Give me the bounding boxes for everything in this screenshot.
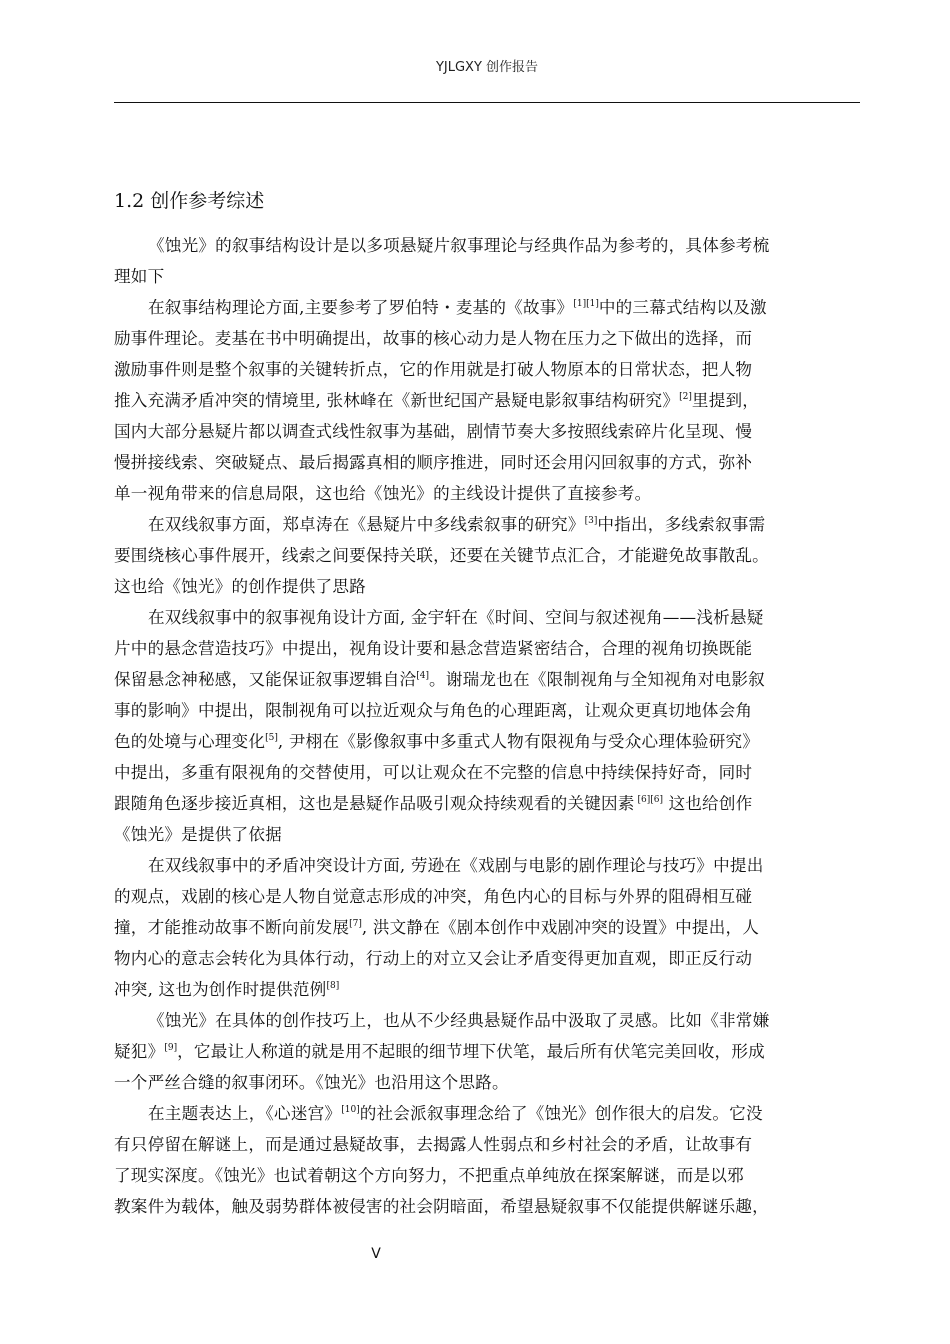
text-segment: 撞，才能推动故事不断向前发展 <box>114 918 350 937</box>
text-segment: 激励事件则是整个叙事的关键转折点，它的作用就是打破人物原本的日常状态，把人物 <box>114 360 753 379</box>
body-text <box>114 230 874 1222</box>
text-line <box>114 881 874 912</box>
header-divider <box>114 102 860 103</box>
text-segment: 保留悬念神秘感，又能保证叙事逻辑自洽 <box>114 670 417 689</box>
text-line <box>114 788 874 819</box>
text-line <box>114 261 874 292</box>
text-line <box>114 1129 874 1160</box>
text-segment: 中提出，多重有限视角的交替使用，可以让观众在不完整的信息中持续保持好奇，同时 <box>114 763 753 782</box>
text-line <box>114 819 874 850</box>
text-segment: 在双线叙事方面，郑卓涛在《悬疑片中多线索叙事的研究》 <box>148 515 585 534</box>
text-line <box>114 509 874 540</box>
text-segment: 理如下 <box>114 267 165 286</box>
citation-marker: [6][6] <box>634 795 663 805</box>
text-segment: 这也给《蚀光》的创作提供了思路 <box>114 577 366 596</box>
text-segment: 的观点，戏剧的核心是人物自觉意志形成的冲突，角色内心的目标与外界的阻碍相互碰 <box>114 887 753 906</box>
text-line <box>114 385 874 416</box>
text-segment: 在主题表达上，《心迷宫》 <box>148 1104 342 1123</box>
text-segment: 推入充满矛盾冲突的情境里, 张林峰在《新世纪国产悬疑电影叙事结构研究》 <box>114 391 680 410</box>
text-segment: 物内心的意志会转化为具体行动，行动上的对立又会让矛盾变得更加直观，即正反行动 <box>114 949 753 968</box>
text-segment: ，它最让人称道的就是用不起眼的细节埋下伏笔，最后所有伏笔完美回收，形成 <box>177 1042 765 1061</box>
text-line <box>114 974 874 1005</box>
text-segment: 慢拼接线索、突破疑点、最后揭露真相的顺序推进，同时还会用闪回叙事的方式，弥补 <box>114 453 753 472</box>
citation-marker: [9] <box>164 1043 178 1053</box>
text-segment: 在双线叙事中的叙事视角设计方面, 金宇轩在《时间、空间与叙述视角——浅析悬疑 <box>148 608 764 627</box>
text-segment: 这也给创作 <box>662 794 753 813</box>
citation-marker: [10] <box>341 1105 360 1115</box>
text-line <box>114 912 874 943</box>
text-segment: 色的处境与心理变化 <box>114 732 266 751</box>
text-segment: 事的影响》中提出，限制视角可以拉近观众与角色的心理距离，让观众更真切地体会角 <box>114 701 753 720</box>
text-line <box>114 230 874 261</box>
text-segment: 《蚀光》在具体的创作技巧上，也从不少经典悬疑作品中汲取了灵感。比如《非常嫌 <box>148 1011 770 1030</box>
citation-marker: [1][1] <box>573 299 599 309</box>
text-segment: , 洪文静在《剧本创作中戏剧冲突的设置》中提出，人 <box>361 918 760 937</box>
text-segment: 有只停留在解谜上，而是通过悬疑故事，去揭露人性弱点和乡村社会的矛盾，让故事有 <box>114 1135 753 1154</box>
section-title: 1.2 创作参考综述 <box>114 190 265 212</box>
text-line <box>114 602 874 633</box>
citation-marker: [3] <box>584 516 598 526</box>
text-line <box>114 943 874 974</box>
text-line <box>114 850 874 881</box>
text-segment: 里提到， <box>691 391 760 410</box>
text-line <box>114 447 874 478</box>
text-segment: 。谢瑞龙也在《限制视角与全知视角对电影叙 <box>429 670 765 689</box>
citation-marker: [4] <box>416 671 430 681</box>
citation-marker: [2] <box>679 392 692 402</box>
text-line <box>114 1191 874 1222</box>
text-line <box>114 695 874 726</box>
text-line <box>114 1098 874 1129</box>
text-segment: 了现实深度。《蚀光》也试着朝这个方向努力，不把重点单纯放在探案解谜，而是以邪 <box>114 1166 744 1185</box>
text-line <box>114 1036 874 1067</box>
text-line <box>114 540 874 571</box>
text-segment: 中指出，多线索叙事需 <box>597 515 766 534</box>
text-line <box>114 416 874 447</box>
text-segment: 《蚀光》是提供了依据 <box>114 825 282 844</box>
text-segment: , 尹栩在《影像叙事中多重式人物有限视角与受众心理体验研究》 <box>277 732 760 751</box>
text-segment: 单一视角带来的信息局限，这也给《蚀光》的主线设计提供了直接参考。 <box>114 484 652 503</box>
text-line <box>114 1160 874 1191</box>
text-line <box>114 757 874 788</box>
text-segment: 冲突, 这也为创作时提供范例 <box>114 980 327 999</box>
text-line <box>114 633 874 664</box>
text-segment: 要围绕核心事件展开，线索之间要保持关联，还要在关键节点汇合，才能避免故事散乱。 <box>114 546 769 565</box>
text-line <box>114 571 874 602</box>
page-header: YJLGXY 创作报告 <box>435 60 539 75</box>
text-line <box>114 323 874 354</box>
text-segment: 教案件为载体，触及弱势群体被侵害的社会阴暗面，希望悬疑叙事不仅能提供解谜乐趣， <box>114 1197 769 1216</box>
citation-marker: [7] <box>349 919 362 929</box>
text-line <box>114 354 874 385</box>
text-segment: 中的三幕式结构以及激 <box>598 298 767 317</box>
text-line <box>114 664 874 695</box>
text-segment: 励事件理论。麦基在书中明确提出，故事的核心动力是人物在压力之下做出的选择，而 <box>114 329 753 348</box>
text-line <box>114 1067 874 1098</box>
text-segment: 《蚀光》的叙事结构设计是以多项悬疑片叙事理论与经典作品为参考的，具体参考梳 <box>148 236 770 255</box>
text-line <box>114 292 874 323</box>
citation-marker: [8] <box>326 981 340 991</box>
text-line <box>114 478 874 509</box>
page-number: V <box>371 1246 381 1262</box>
text-segment: 疑犯》 <box>114 1042 165 1061</box>
text-segment: 跟随角色逐步接近真相，这也是悬疑作品吸引观众持续观看的关键因素 <box>114 794 635 813</box>
text-segment: 一个严丝合缝的叙事闭环。《蚀光》也沿用这个思路。 <box>114 1073 509 1092</box>
text-segment: 的社会派叙事理念给了《蚀光》创作很大的启发。它没 <box>359 1104 763 1123</box>
text-segment: 在叙事结构理论方面,主要参考了罗伯特・麦基的《故事》 <box>148 298 574 317</box>
text-line <box>114 1005 874 1036</box>
citation-marker: [5] <box>265 733 278 743</box>
text-line <box>114 726 874 757</box>
text-segment: 在双线叙事中的矛盾冲突设计方面, 劳逊在《戏剧与电影的剧作理论与技巧》中提出 <box>148 856 764 875</box>
text-segment: 国内大部分悬疑片都以调查式线性叙事为基础，剧情节奏大多按照线索碎片化呈现、慢 <box>114 422 753 441</box>
text-segment: 片中的悬念营造技巧》中提出，视角设计要和悬念营造紧密结合，合理的视角切换既能 <box>114 639 753 658</box>
